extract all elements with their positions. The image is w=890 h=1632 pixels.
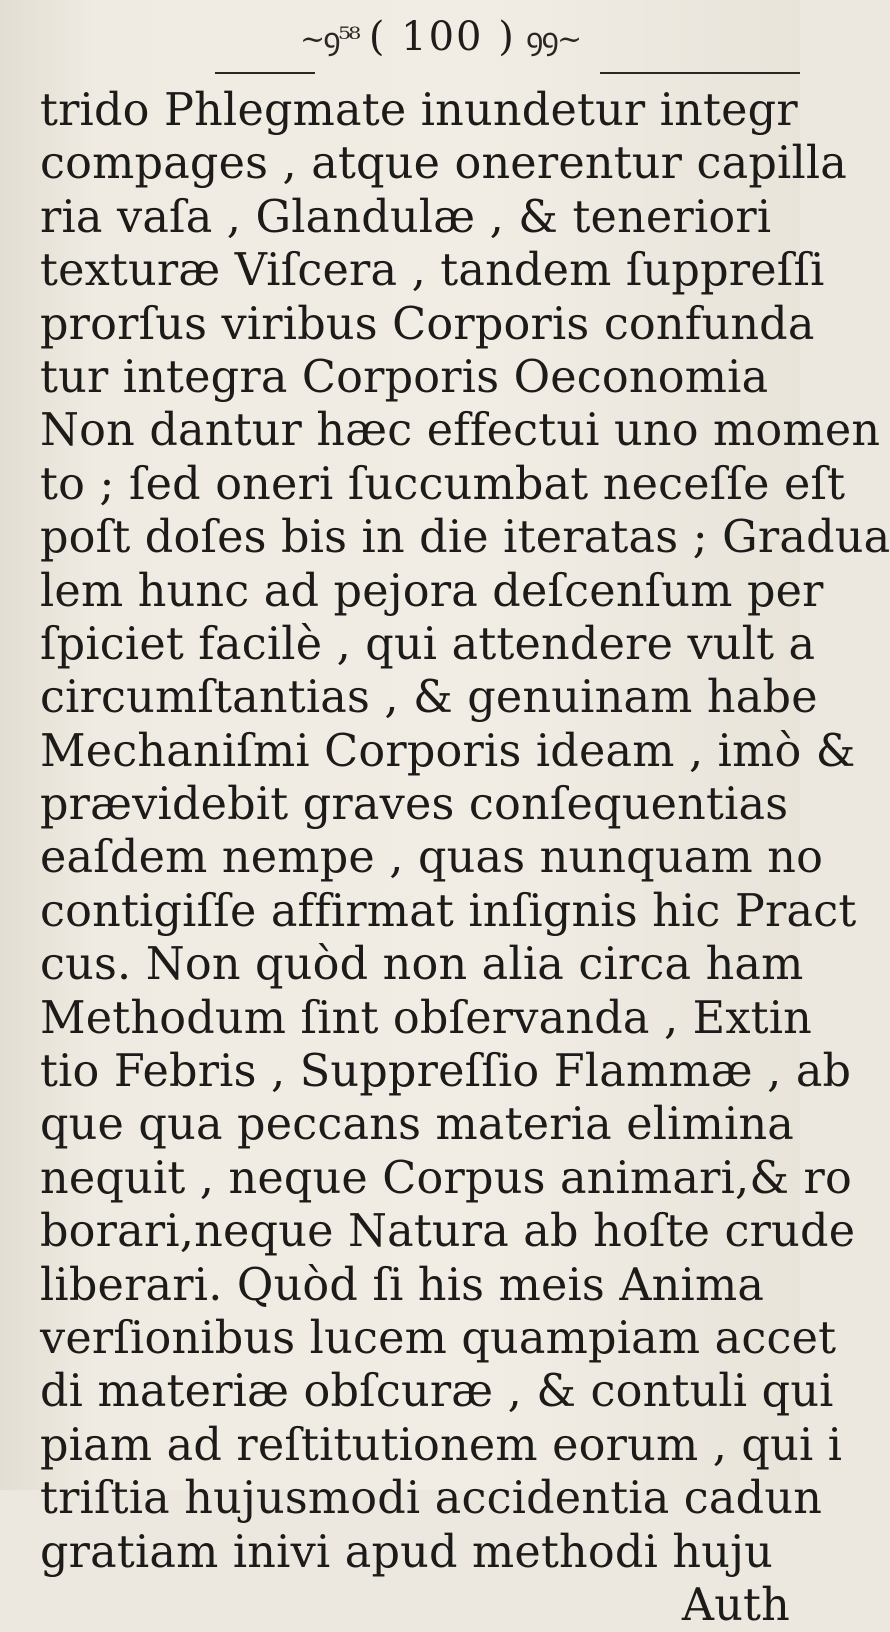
text-line: lem hunc ad pejora deſcenſum per <box>40 565 824 617</box>
text-line: eaſdem nempe , quas nunquam no <box>40 832 824 884</box>
text-line: tur integra Corporis Oeconomia <box>40 351 769 403</box>
text-line: circumſtantias , & genuinam habe <box>40 672 818 724</box>
text-line: to ; ſed oneri ſuccumbat neceſſe eſt <box>40 458 846 510</box>
text-line: tio Febris , Suppreſſio Flammæ , ab <box>40 1046 852 1098</box>
text-line: Methodum ſint obſervanda , Extin <box>40 992 813 1044</box>
text-line: trido Phlegmate inundetur integr <box>40 85 798 136</box>
text-line: ria vaſa , Glandulæ , & teneriori <box>40 191 772 243</box>
text-line: triſtia hujusmodi accidentia cadun <box>40 1473 823 1525</box>
header-rule-left <box>215 72 315 74</box>
text-line: contigiſſe affirmat inſignis hic Pract <box>40 885 857 937</box>
text-line: prævidebit graves conſequentias <box>40 779 789 831</box>
page-number: ( 100 ) <box>368 14 516 60</box>
text-line: prorſus viribus Corporis confunda <box>40 298 815 350</box>
text-line: di materiæ obſcuræ , & contuli qui <box>40 1366 834 1418</box>
header-ornament-left: ~ꝯ⁵⁸ <box>300 21 359 57</box>
text-line: ſpiciet facilè , qui attendere vult a <box>40 618 816 670</box>
catchword: Auth <box>681 1579 790 1631</box>
header-rule-right <box>600 72 800 74</box>
text-line: piam ad reſtitutionem eorum , qui i <box>40 1419 843 1471</box>
text-line: que qua peccans materia elimina <box>40 1099 795 1151</box>
text-line: borari,neque Natura ab hoſte crude <box>40 1206 856 1258</box>
text-line: liberari. Quòd ſi his meis Anima <box>40 1259 765 1311</box>
text-line: poſt doſes bis in die iteratas ; Gradua <box>40 512 890 564</box>
text-line: gratiam inivi apud methodi huju <box>40 1526 773 1578</box>
text-line: texturæ Viſcera , tandem ſuppreſſi <box>40 245 825 297</box>
body-text <box>40 84 890 1632</box>
text-line: Non dantur hæc effectui uno momen <box>40 405 881 457</box>
page-header <box>300 6 720 68</box>
header-ornament-right: ꝯꝯ~ <box>525 21 581 57</box>
text-line: verſionibus lucem quampiam accet <box>40 1312 837 1364</box>
text-line: nequit , neque Corpus animari,& ro <box>40 1152 852 1204</box>
text-line: compages , atque onerentur capilla <box>40 138 848 190</box>
text-line: Mechaniſmi Corporis ideam , imò & <box>40 725 856 777</box>
text-line: cus. Non quòd non alia circa ham <box>40 939 804 991</box>
